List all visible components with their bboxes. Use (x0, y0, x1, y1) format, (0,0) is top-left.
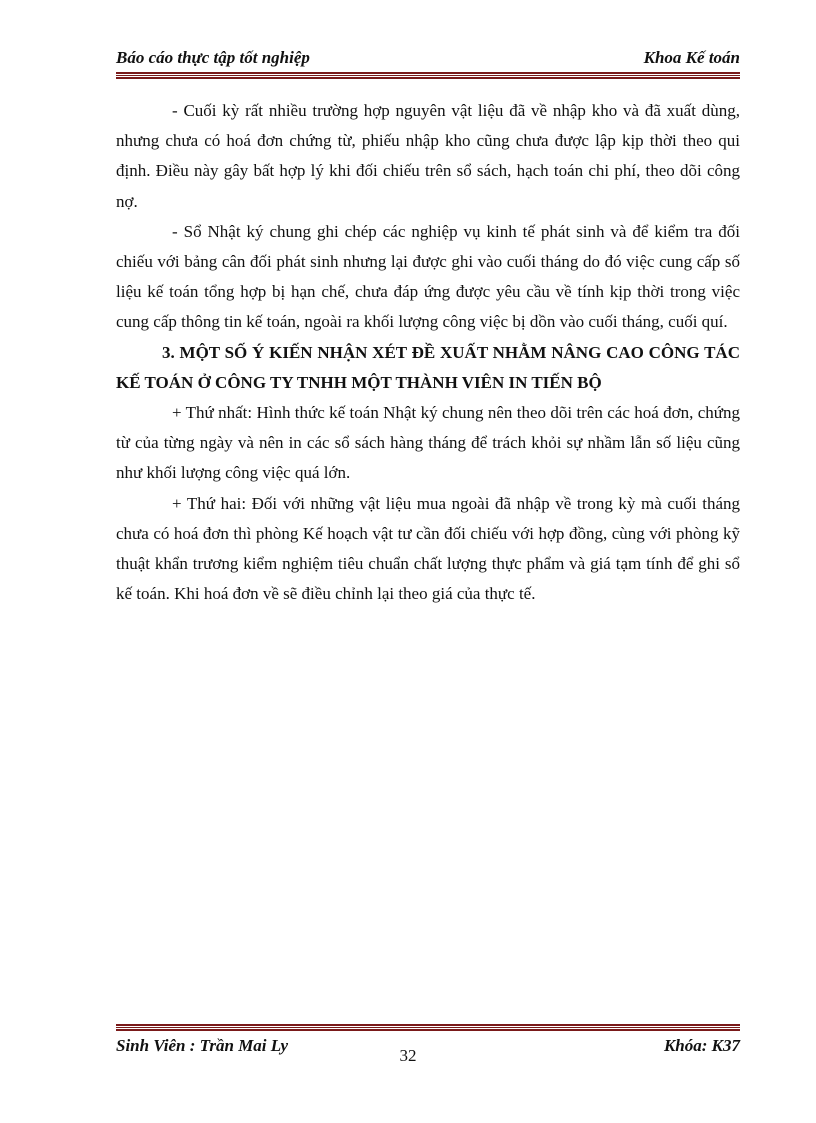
document-body (116, 96, 740, 609)
header-rule-top (116, 72, 740, 74)
footer-rule-top (116, 1024, 740, 1026)
page-number: 32 (399, 1046, 417, 1065)
header-report-title: Báo cáo thực tập tốt nghiệp (116, 48, 310, 67)
footer-rule-middle (116, 1027, 740, 1028)
header-department: Khoa Kế toán (643, 48, 740, 67)
footer-course: Khóa: K37 (663, 1036, 740, 1055)
paragraph-3: + Thứ nhất: Hình thức kế toán Nhật ký chung nên theo dõi trên các hoá đơn, chứng từ của từng ngày và nên in các sổ sách hàng tháng để trách khỏi sự nhầm lẫn số liệu cũng như khối lượng công việc quá lớn. (116, 403, 740, 483)
header-rule-bottom (116, 77, 740, 79)
page-header (116, 48, 740, 72)
paragraph-4: + Thứ hai: Đối với những vật liệu mua ngoài đã nhập về trong kỳ mà cuối tháng chưa có hoá đơn thì phòng Kế hoạch vật tư cần đối chiếu với hợp đồng, cùng với phòng kỹ thuật khẩn trương kiểm nghiệm tiêu chuẩn chất lượng thực phẩm và giá tạm tính để ghi sổ kế toán. Khi hoá đơn về sẽ điều chỉnh lại theo giá của thực tế. (116, 493, 740, 604)
section-heading: 3. MỘT SỐ Ý KIẾN NHẬN XÉT ĐỀ XUẤT NHẰM NÂNG CAO CÔNG TÁC KẾ TOÁN Ở CÔNG TY TNHH MỘT THÀNH VIÊN IN TIẾN BỘ (116, 342, 740, 392)
paragraph-1: - Cuối kỳ rất nhiều trường hợp nguyên vật liệu đã về nhập kho và đã xuất dùng, nhưng chưa có hoá đơn chứng từ, phiếu nhập kho cũng chưa được lập kịp thời theo qui định. Điều này gây bất hợp lý khi đối chiếu trên sổ sách, hạch toán chi phí, theo dõi công nợ. (116, 101, 740, 211)
footer-rule-bottom (116, 1029, 740, 1031)
header-rule-middle (116, 75, 740, 76)
paragraph-2: - Sổ Nhật ký chung ghi chép các nghiệp vụ kinh tế phát sinh và để kiểm tra đối chiếu với bảng cân đối phát sinh nhưng lại được ghi vào cuối tháng do đó việc cung cấp số liệu kế toán tổng hợp bị hạn chế, chưa đáp ứng được yêu cầu về tính kịp thời trong việc cung cấp thông tin kế toán, ngoài ra khối lượng công việc bị dồn vào cuối tháng, cuối quí. (116, 221, 740, 332)
footer-student-name: Sinh Viên : Trần Mai Ly (116, 1036, 289, 1055)
